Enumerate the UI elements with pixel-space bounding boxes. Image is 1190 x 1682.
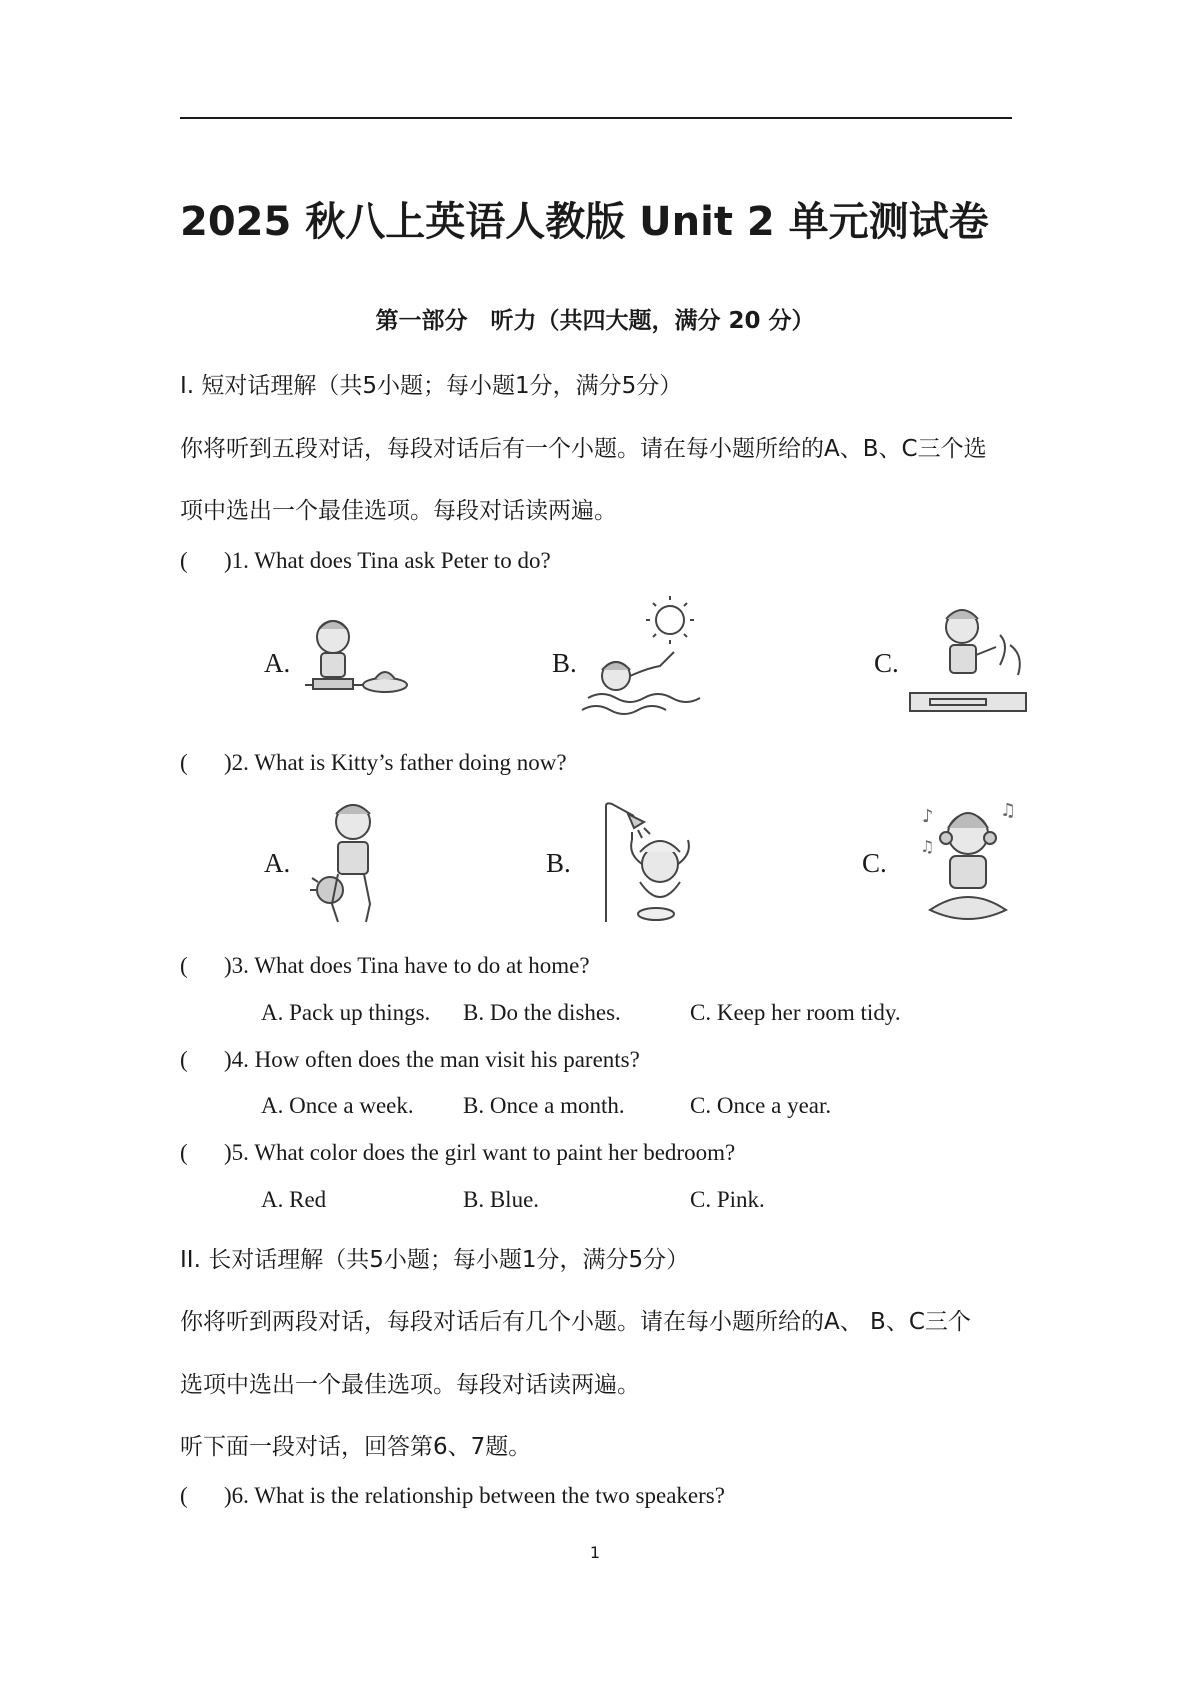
q3-option-c[interactable]: C. Keep her room tidy. [690,1000,901,1025]
question-2 [180,750,567,776]
svg-text:♫: ♫ [920,837,935,856]
q5-option-b[interactable]: B. Blue. [463,1187,540,1212]
q5-option-c[interactable]: C. Pink. [690,1187,765,1212]
question-1 [180,548,551,574]
question-text: )4. How often does the man visit his parents? [224,1047,640,1072]
boy-listening-music-illustration [918,800,1018,925]
section1-instruction-line2: 项中选出一个最佳选项。每段对话读两遍。 [180,498,617,524]
q1-option-b-label[interactable]: B. [552,648,577,678]
q5-option-a[interactable]: A. Red [261,1187,327,1212]
boy-basketball-illustration [308,800,398,925]
section1-instruction-line1: 你将听到五段对话，每段对话后有一个小题。请在每小题所给的A、B、C三个选 [180,436,987,462]
q3-option-a[interactable]: A. Pack up things. [261,1000,431,1025]
svg-text:♪: ♪ [922,806,934,827]
question-text: )3. What does Tina have to do at home? [224,953,590,978]
answer-paren[interactable]: ( [180,953,188,978]
question-4 [180,1047,640,1073]
answer-paren[interactable]: ( [180,548,188,573]
q2-option-c-label[interactable]: C. [862,848,887,878]
header-rule [180,117,1012,119]
q4-option-b[interactable]: B. Once a month. [463,1093,625,1118]
q1-option-c-label[interactable]: C. [874,648,899,678]
boy-washing-illustration [910,605,1030,715]
section2-instruction-line2: 选项中选出一个最佳选项。每段对话读两遍。 [180,1372,640,1398]
page-number: 1 [589,1543,601,1562]
q4-option-c[interactable]: C. Once a year. [690,1093,832,1118]
man-showering-illustration [600,802,700,927]
answer-paren[interactable]: ( [180,1140,188,1165]
section2-listen-note: 听下面一段对话，回答第6、7题。 [180,1434,532,1460]
question-text: )2. What is Kitty’s father doing now? [224,750,567,775]
question-5 [180,1140,735,1166]
q3-option-b[interactable]: B. Do the dishes. [463,1000,621,1025]
answer-paren[interactable]: ( [180,750,188,775]
page-title: 2025 秋八上英语人教版 Unit 2 单元测试卷 [180,199,989,245]
q2-option-a-label[interactable]: A. [264,848,291,878]
section1-heading: I. 短对话理解（共5小题；每小题1分，满分5分） [180,373,683,399]
question-text: )5. What color does the girl want to paint her bedroom? [224,1140,736,1165]
question-3 [180,953,590,979]
question-text: )6. What is the relationship between the two speakers? [224,1483,725,1508]
part-heading: 第一部分 听力（共四大题，满分 20 分） [375,308,815,334]
svg-text:♫: ♫ [1000,800,1017,821]
question-6 [180,1483,725,1509]
section2-instruction-line1: 你将听到两段对话，每段对话后有几个小题。请在每小题所给的A、 B、C三个 [180,1309,971,1335]
girl-swimming-illustration [582,598,702,723]
q1-option-a-label[interactable]: A. [264,648,291,678]
q2-option-b-label[interactable]: B. [546,848,571,878]
boy-cooking-illustration [295,615,415,705]
section2-heading: II. 长对话理解（共5小题；每小题1分，满分5分） [180,1247,690,1273]
question-text: )1. What does Tina ask Peter to do? [224,548,551,573]
answer-paren[interactable]: ( [180,1047,188,1072]
answer-paren[interactable]: ( [180,1483,188,1508]
q4-option-a[interactable]: A. Once a week. [261,1093,414,1118]
